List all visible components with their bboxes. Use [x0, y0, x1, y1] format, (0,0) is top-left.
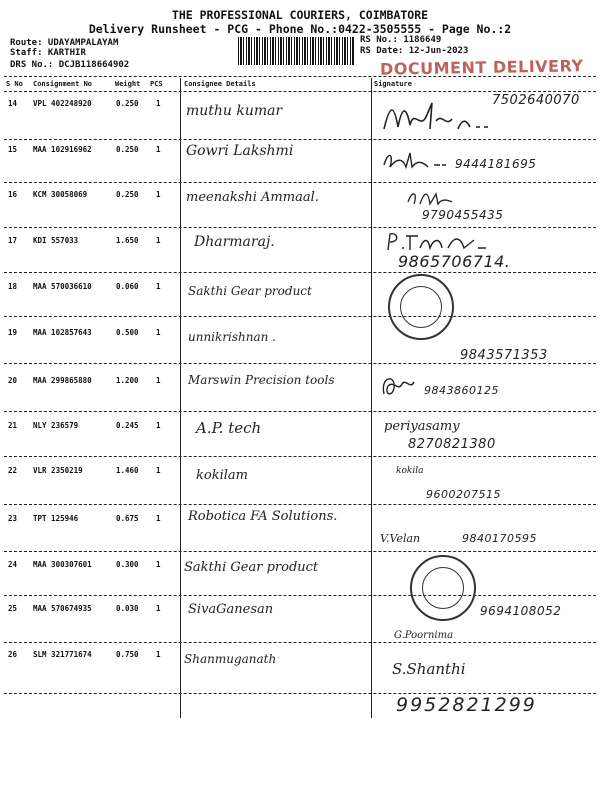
row-consignment-no: TPT 125946 — [33, 514, 79, 523]
row-weight: 0.500 — [116, 328, 139, 337]
row-pcs: 1 — [156, 282, 161, 291]
row-sno: 23 — [8, 514, 18, 523]
row-weight: 1.460 — [116, 466, 139, 475]
row-divider — [4, 456, 596, 457]
row-pcs: 1 — [156, 145, 161, 154]
row-weight: 0.250 — [116, 99, 139, 108]
consignee-name: Shanmuganath — [184, 652, 277, 666]
row-divider — [4, 272, 596, 273]
consignee-name: Robotica FA Solutions. — [188, 509, 338, 524]
consignee-name: muthu kumar — [186, 103, 283, 119]
row-pcs: 1 — [156, 650, 161, 659]
consignee-phone: 9843571353 — [460, 348, 548, 363]
row-weight: 0.750 — [116, 650, 139, 659]
row-sno: 24 — [8, 560, 18, 569]
col-weight: Weight — [115, 80, 141, 88]
consignee-name: Gowri Lakshmi — [186, 143, 294, 159]
consignee-name: meenakshi Ammaal. — [186, 190, 319, 205]
row-sno: 22 — [8, 466, 18, 475]
header-rule-top — [4, 76, 596, 77]
row-consignment-no: MAA 570036610 — [33, 282, 92, 291]
row-consignment-no: MAA 299865880 — [33, 376, 92, 385]
row-pcs: 1 — [156, 421, 161, 430]
row-sno: 15 — [8, 145, 18, 154]
rs-number: RS No.: 1186649 — [360, 35, 442, 45]
consignee-phone: 9843860125 — [424, 384, 499, 397]
row-divider — [4, 227, 596, 228]
row-sno: 19 — [8, 328, 18, 337]
row-divider — [4, 411, 596, 412]
row-pcs: 1 — [156, 190, 161, 199]
row-sno: 16 — [8, 190, 18, 199]
row-pcs: 1 — [156, 376, 161, 385]
rs-date: RS Date: 12-Jun-2023 — [360, 46, 469, 56]
signature-name: periyasamy — [384, 419, 460, 434]
row-consignment-no: KDI 557033 — [33, 236, 79, 245]
signature-name: V.Velan — [380, 532, 421, 545]
signature-name: kokila — [396, 466, 424, 476]
consignee-name: Marswin Precision tools — [188, 373, 335, 387]
row-pcs: 1 — [156, 604, 161, 613]
col-signature: Signature — [374, 80, 412, 88]
row-weight: 1.650 — [116, 236, 139, 245]
row-divider — [4, 595, 596, 596]
drs-number: DRS No.: DCJB118664902 — [10, 60, 130, 70]
consignee-name: Sakthi Gear product — [188, 284, 312, 298]
signature-scribble — [378, 372, 422, 400]
consignee-phone: 9840170595 — [462, 532, 537, 545]
row-consignment-no: NLY 236579 — [33, 421, 79, 430]
row-consignment-no: MAA 300307601 — [33, 560, 92, 569]
row-sno: 20 — [8, 376, 18, 385]
consignee-phone: 9694108052 — [480, 604, 562, 618]
signature-column-line — [371, 78, 372, 718]
consignee-name: A.P. tech — [196, 419, 262, 437]
row-divider — [4, 363, 596, 364]
row-divider — [4, 642, 596, 643]
row-sno: 26 — [8, 650, 18, 659]
header-rule-bottom — [4, 91, 596, 92]
consignee-name: unnikrishnan . — [188, 330, 276, 344]
row-sno: 17 — [8, 236, 18, 245]
row-pcs: 1 — [156, 466, 161, 475]
consignee-phone: 9600207515 — [426, 488, 501, 501]
signature-name: S.Shanthi — [392, 660, 466, 678]
row-weight: 0.250 — [116, 190, 139, 199]
consignee-name: Sakthi Gear product — [184, 560, 319, 575]
row-weight: 0.675 — [116, 514, 139, 523]
staff-label: Staff: KARTHIR — [10, 48, 86, 58]
row-sno: 14 — [8, 99, 18, 108]
signature-name: G.Poornima — [394, 630, 454, 641]
consignee-phone: 9865706714. — [398, 252, 511, 271]
company-seal-stamp — [388, 274, 454, 340]
row-pcs: 1 — [156, 328, 161, 337]
consignee-column-line — [180, 78, 181, 718]
row-weight: 0.245 — [116, 421, 139, 430]
row-pcs: 1 — [156, 514, 161, 523]
signature-scribble — [384, 230, 494, 254]
barcode — [238, 37, 355, 65]
row-divider — [4, 139, 596, 140]
signature-scribble — [380, 99, 500, 137]
row-weight: 1.200 — [116, 376, 139, 385]
row-consignment-no: VLR 2350219 — [33, 466, 83, 475]
consignee-phone: 9444181695 — [455, 157, 537, 171]
signature-scribble — [380, 145, 450, 175]
consignee-phone: 9790455435 — [422, 208, 504, 222]
row-divider — [4, 504, 596, 505]
company-seal-stamp — [410, 555, 476, 621]
consignee-phone: 9952821299 — [396, 694, 537, 716]
consignee-name: SivaGanesan — [188, 602, 274, 617]
row-consignment-no: SLM 321771674 — [33, 650, 92, 659]
company-title: THE PROFESSIONAL COURIERS, COIMBATORE — [171, 8, 429, 22]
col-consignment: Consignment No — [33, 80, 93, 88]
consignee-phone: 7502640070 — [492, 93, 580, 108]
row-weight: 0.030 — [116, 604, 139, 613]
row-weight: 0.250 — [116, 145, 139, 154]
row-divider — [4, 551, 596, 552]
runsheet-title: Delivery Runsheet - PCG - Phone No.:0422-3505555 - Page No.:2 — [88, 22, 512, 36]
row-weight: 0.300 — [116, 560, 139, 569]
consignee-name: Dharmaraj. — [194, 234, 275, 250]
row-consignment-no: MAA 570674935 — [33, 604, 92, 613]
signature-scribble — [404, 186, 464, 210]
row-consignment-no: VPL 402248920 — [33, 99, 92, 108]
row-consignment-no: MAA 102916962 — [33, 145, 92, 154]
col-consignee: Consignee Details — [184, 80, 256, 88]
col-sno: S No — [6, 80, 23, 88]
row-consignment-no: MAA 102857643 — [33, 328, 92, 337]
row-divider — [4, 316, 596, 317]
col-pcs: PCS — [150, 80, 163, 88]
row-consignment-no: KCM 30058069 — [33, 190, 88, 199]
route-label: Route: UDAYAMPALAYAM — [10, 38, 119, 48]
document-delivery-stamp: DOCUMENT DELIVERY — [379, 56, 584, 79]
row-weight: 0.060 — [116, 282, 139, 291]
row-pcs: 1 — [156, 99, 161, 108]
consignee-name: kokilam — [196, 468, 248, 483]
consignee-phone: 8270821380 — [408, 437, 496, 452]
row-divider — [4, 182, 596, 183]
row-sno: 18 — [8, 282, 18, 291]
row-pcs: 1 — [156, 236, 161, 245]
row-pcs: 1 — [156, 560, 161, 569]
row-sno: 21 — [8, 421, 18, 430]
row-sno: 25 — [8, 604, 18, 613]
